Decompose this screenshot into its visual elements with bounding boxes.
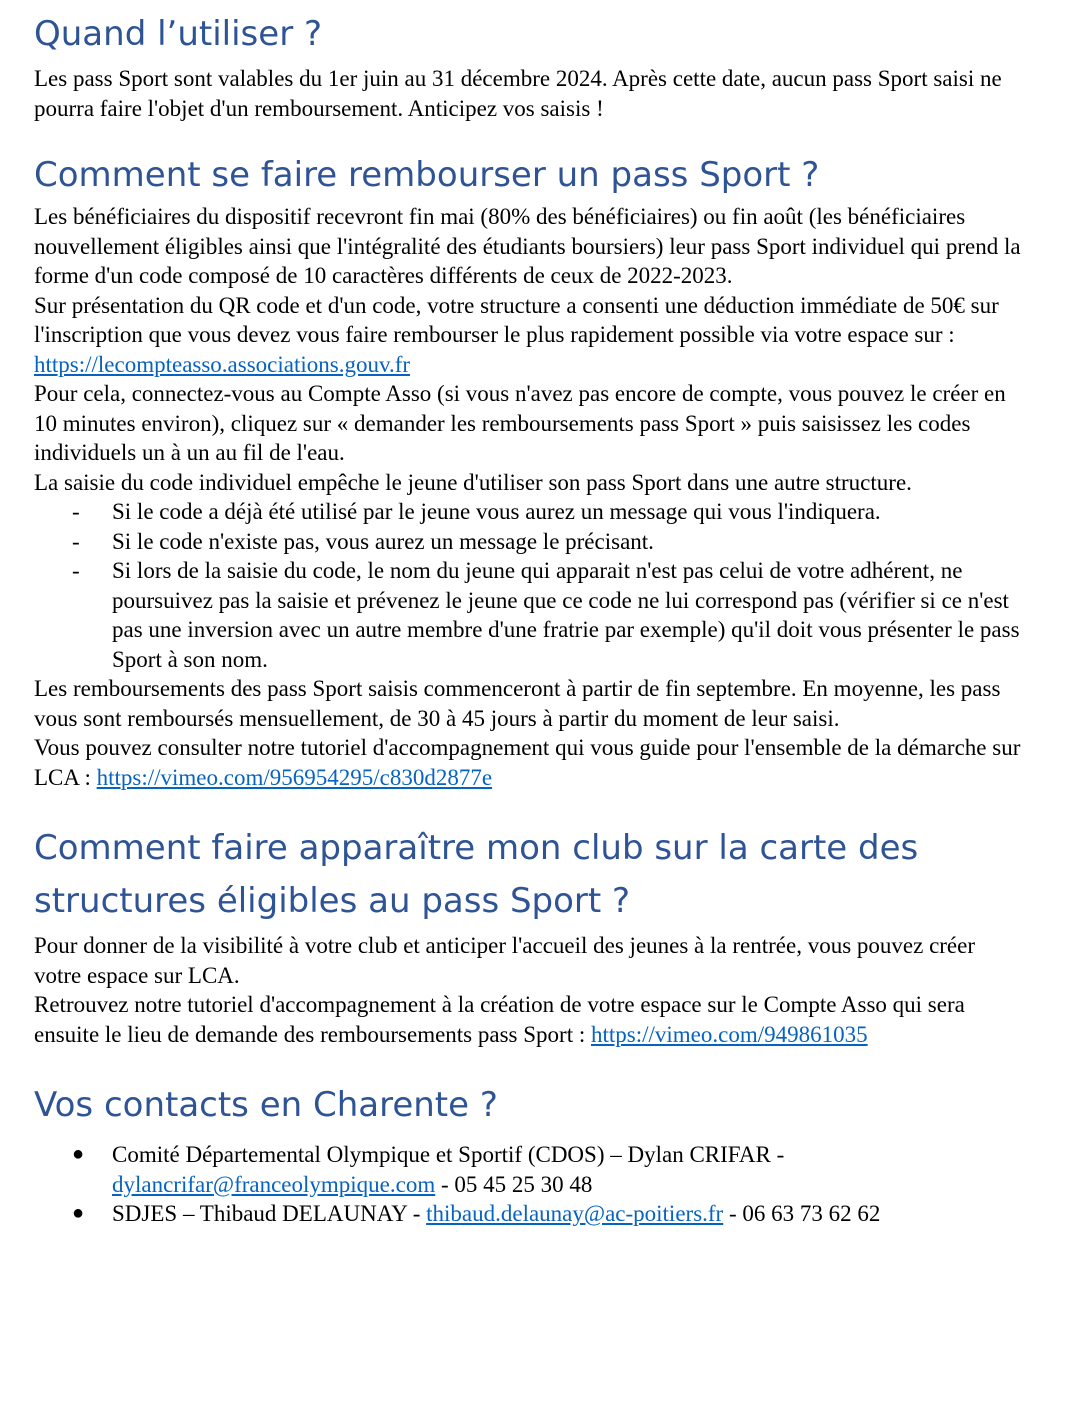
vimeo-tutorial-link[interactable]: https://vimeo.com/956954295/c830d2877e [96, 764, 493, 790]
contact-phone: - 05 45 25 30 48 [435, 1171, 593, 1197]
contact-email-link[interactable]: thibaud.delaunay@ac-poitiers.fr [426, 1201, 724, 1226]
paragraph-tutoriel-text: Vous pouvez consulter notre tutoriel d'accompagnement qui vous guide pour l'ensemble de la démarche sur LCA : [34, 735, 1021, 790]
dash-marker: - [72, 558, 80, 583]
paragraph-saisie: La saisie du code individuel empêche le jeune d'utiliser son pass Sport dans une autre structure. [34, 469, 912, 495]
contact-name: Comité Départemental Olympique et Sportif (CDOS) – Dylan CRIFAR - [112, 1142, 785, 1167]
contact-item [34, 1140, 1024, 1199]
list-item [34, 556, 1024, 674]
list-item-text: Si le code a déjà été utilisé par le jeune vous aurez un message qui vous l'indiquera. [112, 499, 881, 524]
list-item-text: Si lors de la saisie du code, le nom du jeune qui apparait n'est pas celui de votre adhérent, ne poursuivez pas la saisie et prévenez le jeune que ce code ne lui correspond pas (vérifier si ce n'est pas une inversion avec un autre membre d'une fratrie par exemple) qu'il doit vous présenter le pass Sport à son nom. [112, 558, 1020, 672]
paragraph-creation-espace-text: Retrouvez notre tutoriel d'accompagnement à la création de votre espace sur le Compte Asso qui sera ensuite le lieu de demande des remboursements pass Sport : [34, 992, 965, 1047]
section-title-quand: Quand l’utiliser ? [34, 14, 323, 54]
dash-marker: - [72, 499, 80, 524]
paragraph-visibilite: Pour donner de la visibilité à votre club et anticiper l'accueil des jeunes à la rentrée, vous pouvez créer votre espace sur LCA. [34, 933, 976, 988]
paragraph-tutoriel [34, 733, 1024, 792]
dash-list [34, 497, 1024, 674]
list-item-text: Si le code n'existe pas, vous aurez un message le précisant. [112, 528, 654, 554]
section-title-contacts: Vos contacts en Charente ? [34, 1085, 498, 1125]
bullet-marker: ● [72, 1143, 85, 1165]
paragraph-validity: Les pass Sport sont valables du 1er juin au 31 décembre 2024. Après cette date, aucun pass Sport saisi ne pourra faire l'objet d'un remboursement. Anticipez vos saisis ! [34, 66, 1002, 121]
dash-marker: - [72, 528, 80, 554]
contact-phone: - 06 63 73 62 62 [723, 1201, 881, 1226]
bullet-marker: ● [72, 1202, 85, 1224]
paragraph-qr-code [34, 291, 1024, 380]
paragraph-connexion: Pour cela, connectez-vous au Compte Asso (si vous n'avez pas encore de compte, vous pouvez le créer en 10 minutes environ), cliquez sur « demander les remboursements pass Sport » puis saisissez les codes individuels un à un au fil de l'eau. [34, 381, 1006, 465]
paragraph-remboursements: Les remboursements des pass Sport saisis commenceront à partir de fin septembre. En moyenne, les pass vous sont remboursés mensuellement, de 30 à 45 jours à partir du moment de leur saisi. [34, 676, 1001, 731]
vimeo-creation-link[interactable]: https://vimeo.com/949861035 [590, 1021, 868, 1047]
contact-name: SDJES – Thibaud DELAUNAY - [112, 1201, 427, 1226]
document-page [34, 8, 1024, 1229]
lecompteasso-link[interactable]: https://lecompteasso.associations.gouv.fr [34, 351, 411, 377]
list-item [34, 497, 1024, 527]
contact-email-link[interactable]: dylancrifar@franceolympique.com [112, 1171, 436, 1197]
contacts-list [34, 1140, 1024, 1229]
contact-item [34, 1199, 1024, 1229]
section-title-remboursement: Comment se faire rembourser un pass Sport ? [34, 155, 820, 195]
section-title-carte: Comment faire apparaître mon club sur la carte des structures éligibles au pass Sport ? [34, 828, 919, 921]
paragraph-beneficiaires: Les bénéficiaires du dispositif recevront fin mai (80% des bénéficiaires) ou fin août (les bénéficiaires nouvellement éligibles ainsi que l'intégralité des étudiants boursiers) leur pass Sport individuel qui prend la forme d'un code composé de 10 caractères différents de ceux de 2022-2023. [34, 204, 1021, 288]
list-item [34, 527, 1024, 557]
paragraph-qr-code-text: Sur présentation du QR code et d'un code, votre structure a consenti une déduction immédiate de 50€ sur l'inscription que vous devez vous faire rembourser le plus rapidement possible via votre espace sur : [34, 292, 999, 347]
paragraph-creation-espace [34, 990, 1024, 1049]
